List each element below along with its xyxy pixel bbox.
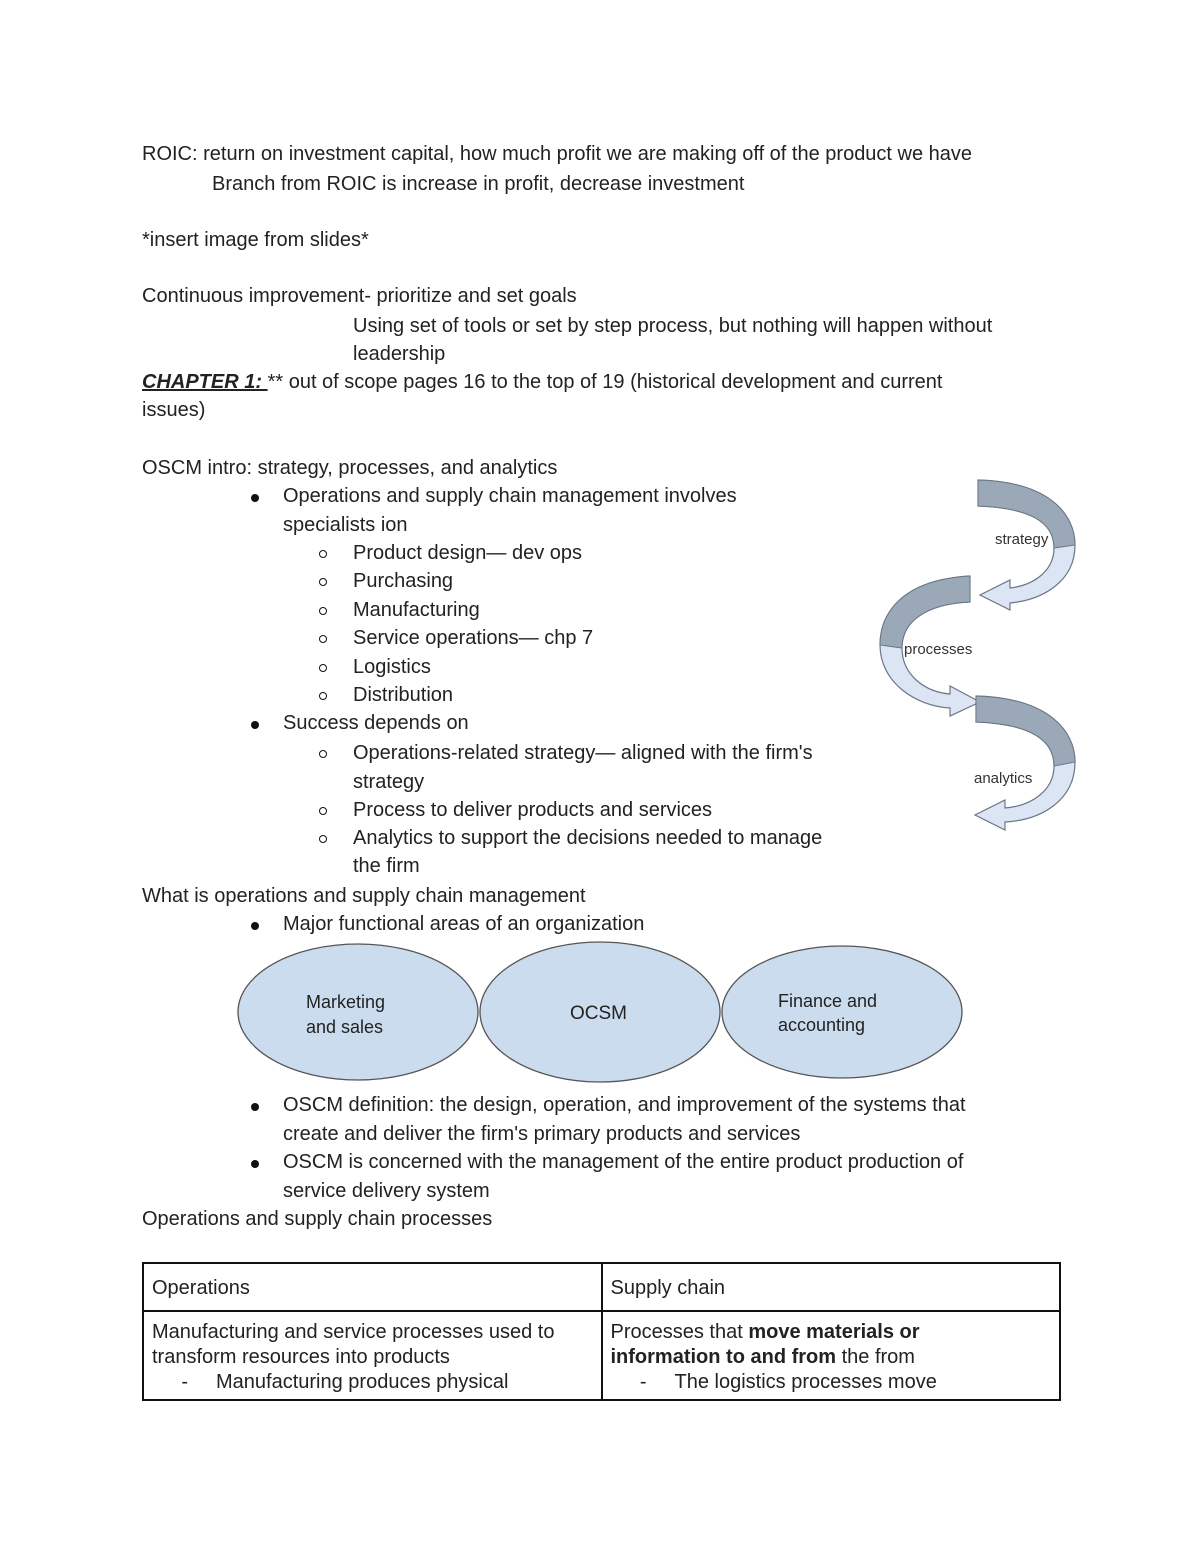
- oscm-definition: OSCM definition: the design, operation, and improvement of the systems that: [283, 1094, 966, 1116]
- supply-chain-text-post: the from: [836, 1346, 915, 1368]
- supply-chain-text-bold: move materials or: [748, 1321, 920, 1343]
- oscm-concern: OSCM is concerned with the management of the entire product production of: [283, 1151, 964, 1173]
- supply-chain-text: [611, 1320, 1052, 1345]
- bullet-icon: [251, 1160, 259, 1168]
- continuous-improvement-detail: Using set of tools or set by step process, but nothing will happen without: [353, 315, 993, 337]
- oscm-intro-title: OSCM intro: strategy, processes, and analytics: [142, 457, 558, 479]
- supply-chain-text-pre: Processes that: [610, 1321, 749, 1343]
- specialist-item: Purchasing: [353, 570, 454, 592]
- circle-bullet-icon: [319, 664, 327, 672]
- oscm-bullet-specialists-cont: specialists ion: [283, 514, 408, 536]
- table-cell-operations: [143, 1311, 602, 1400]
- operations-subitem-text: Manufacturing produces physical: [216, 1371, 509, 1393]
- specialist-item: Distribution: [353, 684, 454, 706]
- diagram-label-strategy: strategy: [995, 531, 1049, 548]
- specialist-item: Manufacturing: [353, 599, 480, 621]
- functional-areas-bullet: Major functional areas of an organization: [283, 913, 645, 935]
- what-is-oscm-title: What is operations and supply chain management: [142, 885, 586, 907]
- oscm-concern-cont: service delivery system: [283, 1180, 490, 1202]
- bullet-icon: [251, 1103, 259, 1111]
- chapter-note: [142, 368, 942, 396]
- success-item-cont: the firm: [353, 855, 420, 877]
- operations-text-cont: transform resources into products: [152, 1346, 450, 1368]
- roic-definition: ROIC: return on investment capital, how much profit we are making off of the product we have: [142, 143, 973, 165]
- oscm-definition-cont: create and deliver the firm's primary products and services: [283, 1123, 801, 1145]
- success-item-cont: strategy: [353, 771, 425, 793]
- continuous-improvement-detail-cont: leadership: [353, 343, 446, 365]
- supply-chain-subitem: [611, 1370, 1052, 1395]
- dash-icon: -: [639, 1371, 647, 1393]
- supply-chain-subitem-text: The logistics processes move: [674, 1371, 937, 1393]
- circle-bullet-icon: [319, 635, 327, 643]
- table-header-operations: Operations: [143, 1263, 602, 1311]
- dash-icon: -: [181, 1371, 188, 1393]
- oval-finance: [722, 946, 962, 1078]
- specialist-item: Service operations— chp 7: [353, 627, 594, 649]
- success-depends-bullet: Success depends on: [283, 712, 469, 734]
- circle-bullet-icon: [319, 835, 327, 843]
- insert-image-note: *insert image from slides*: [142, 229, 369, 251]
- bullet-icon: [251, 922, 259, 930]
- supply-chain-text-bold-cont: information to and from: [610, 1346, 837, 1368]
- success-item: Process to deliver products and services: [353, 799, 713, 821]
- area-label-ocsm: OCSM: [570, 1003, 627, 1024]
- roic-branch: Branch from ROIC is increase in profit, decrease investment: [212, 173, 745, 195]
- strategy-process-analytics-diagram: [870, 470, 1085, 860]
- bullet-icon: [251, 494, 259, 502]
- specialist-item: Logistics: [353, 656, 431, 678]
- operations-subitem: [152, 1370, 593, 1395]
- area-label-marketing: Marketing: [306, 992, 386, 1012]
- circle-bullet-icon: [319, 578, 327, 586]
- circle-bullet-icon: [319, 607, 327, 615]
- operations-text: Manufacturing and service processes used to: [152, 1321, 555, 1343]
- supply-chain-text-cont: [611, 1345, 1052, 1370]
- oscm-bullet-specialists: Operations and supply chain management involves: [283, 485, 737, 507]
- area-label-marketing-cont: and sales: [306, 1017, 384, 1037]
- chapter-scope-note: ** out of scope pages 16 to the top of 19 (historical development and current: [267, 371, 943, 393]
- success-item: Analytics to support the decisions needed to manage: [353, 827, 823, 849]
- processes-title: Operations and supply chain processes: [142, 1208, 493, 1230]
- diagram-label-analytics: analytics: [974, 770, 1033, 787]
- area-label-finance-cont: accounting: [778, 1015, 866, 1035]
- circle-bullet-icon: [319, 550, 327, 558]
- circle-bullet-icon: [319, 807, 327, 815]
- functional-areas-diagram: [232, 940, 968, 1086]
- diagram-label-processes: processes: [904, 641, 973, 658]
- chapter-scope-note-cont: issues): [142, 399, 206, 421]
- processes-table: [142, 1262, 1061, 1401]
- table-cell-supply-chain: [602, 1311, 1061, 1400]
- specialist-item: Product design— dev ops: [353, 542, 583, 564]
- circle-bullet-icon: [319, 750, 327, 758]
- table-row: [143, 1311, 1060, 1400]
- oval-marketing: [238, 944, 478, 1080]
- success-item: Operations-related strategy— aligned with the firm's: [353, 742, 813, 764]
- chapter-heading: CHAPTER 1:: [142, 371, 268, 393]
- table-header-supply-chain: Supply chain: [602, 1263, 1061, 1311]
- continuous-improvement-title: Continuous improvement- prioritize and set goals: [142, 285, 577, 307]
- circle-bullet-icon: [319, 692, 327, 700]
- table-header-row: [143, 1263, 1060, 1311]
- area-label-finance: Finance and: [778, 991, 878, 1011]
- bullet-icon: [251, 721, 259, 729]
